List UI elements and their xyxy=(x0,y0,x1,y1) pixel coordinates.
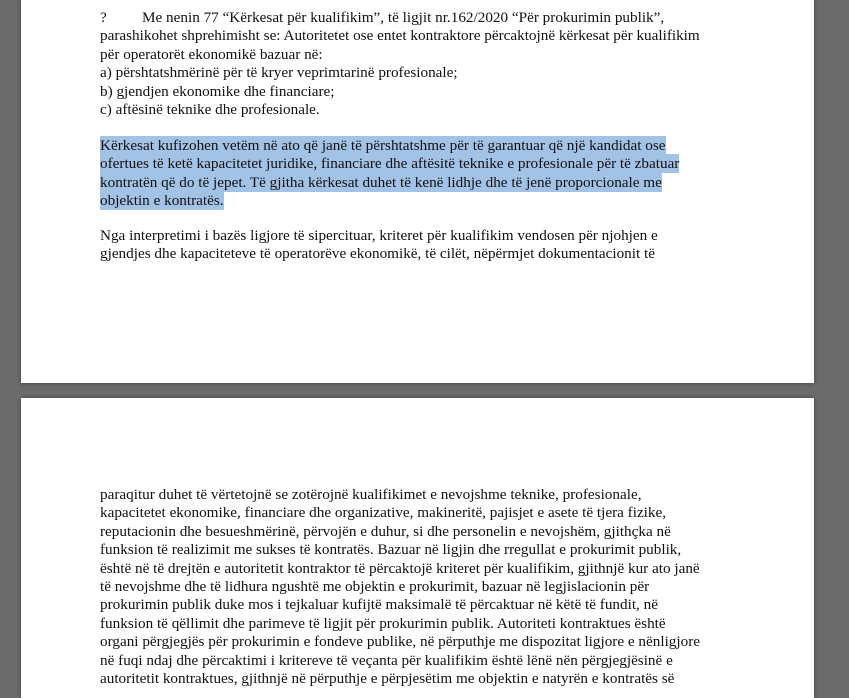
text-line: kapacitetet ekonomike, financiare dhe organizative, makineritë, pajisjet e asete të tjera fizike, xyxy=(100,504,667,522)
intro-paragraph xyxy=(100,9,754,119)
highlighted-paragraph[interactable] xyxy=(100,137,754,211)
selected-text-line[interactable]: Kërkesat kufizohen vetëm në ato që janë të përshtatshme për të garantuar që një kandidat ose xyxy=(100,137,666,154)
continuation-paragraph xyxy=(100,486,754,688)
selected-text-line[interactable]: kontratën që do të jepet. Të gjitha kërkesat duhet të kenë lidhje dhe të jenë proporcionale me xyxy=(100,173,662,191)
text-line: reputacionin dhe besueshmërinë, përvojën e duhur, si dhe personelin e nevojshëm, gjithçka në xyxy=(100,522,671,540)
text-line: gjendjes dhe kapaciteteve të operatorëve ekonomikë, të cilët, nëpërmjet dokumentacionit të xyxy=(100,245,655,263)
selected-text-line[interactable]: ofertues të ketë kapacitetet juridike, financiare dhe aftësitë teknike e profesionale për të zbatuar xyxy=(100,155,680,173)
text-line: është në të drejtën e autoritetit kontraktor të përcaktojë kriteret për kualifikim, gjithnjë kur ato janë xyxy=(100,559,700,577)
document-page-1 xyxy=(21,0,814,383)
list-item-b: b) gjendjen ekonomike dhe financiare; xyxy=(100,82,335,100)
list-item-c: c) aftësinë teknike dhe profesionale. xyxy=(100,101,320,119)
text-line: paraqitur duhet të vërtetojnë se zotërojnë kualifikimet e nevojshme teknike, profesionale, xyxy=(100,486,642,503)
text-line: funksion të realizimit me sukses të kontratës. Bazuar në ligjin dhe rregullat e prokurimit publik, xyxy=(100,541,682,559)
text-line: Nga interpretimi i bazës ligjore të sipercituar, kriteret për kualifikim vendosen për njohjen e xyxy=(100,227,658,244)
text-line: autoritetit kontraktues, gjithnjë në përputhje e përpjesëtim me objektin e natyrën e kontratës së xyxy=(100,670,675,688)
text-line: parashikohet shprehimisht se: Autoritetet ose entet kontraktore përcaktojnë kërkesat për kualifikim xyxy=(100,27,700,45)
closing-paragraph xyxy=(100,227,754,264)
list-item-a: a) përshtatshmërinë për të kryer veprimtarinë profesionale; xyxy=(100,64,458,82)
text-line: organi përgjegjës për prokurimin e fondeve publike, në përputhje me dispozitat ligjore e nënligjore xyxy=(100,633,701,651)
text-line: për operatorët ekonomikë bazuar në: xyxy=(100,45,323,63)
text-line: ? Me nenin 77 “Kërkesat për kualifikim”, të ligjit nr.162/2020 “Për prokurimin publik”, xyxy=(100,9,665,26)
text-line: prokurimin publik duke mos i tejkaluar kufijtë maksimalë të përcaktuar në këtë të fundit, në xyxy=(100,596,658,614)
text-line: të nevojshme dhe të lidhura ngushtë me objektin e prokurimit, bazuar në legjislacionin për xyxy=(100,578,650,596)
missing-glyph-bullet: ? xyxy=(100,9,107,26)
text-line: në fuqi ndaj dhe përcaktimi i kritereve të veçanta për kualifikim është lënë nën përgjegjësinë e xyxy=(100,651,673,669)
text-line: funksion të qëllimit dhe parimeve të ligjit për prokurimin publik. Autoriteti kontraktues është xyxy=(100,614,666,632)
document-page-2 xyxy=(21,398,814,698)
selected-text-line[interactable]: objektin e kontratës. xyxy=(100,192,224,210)
